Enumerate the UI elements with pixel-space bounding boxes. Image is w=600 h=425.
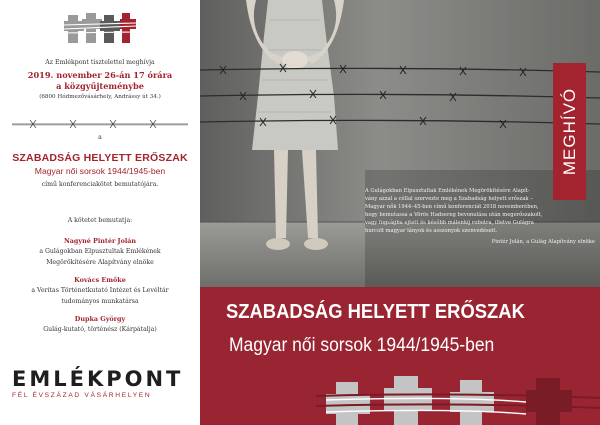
crosses-graphic-icon — [316, 372, 600, 425]
event-address: (6800 Hódmezővásárhely, Andrássy út 34.) — [39, 94, 161, 100]
emlekpont-logo — [12, 367, 194, 391]
invite-line: Az Emlékpont tisztelettel meghívja — [45, 59, 155, 66]
left-column — [0, 0, 200, 425]
book-subtitle: Magyar női sorsok 1944/1945-ben — [34, 166, 166, 176]
quote-line: vagy fogságba ejtett és később málenkij robotra, illetve Gulágra — [365, 219, 534, 226]
event-venue: a közgyűjteménybe — [56, 81, 144, 91]
meghivo-label: MEGHÍVÓ — [560, 87, 579, 176]
quote-line: A Gulágokban Elpusztultak Emlékének Megörökítésére Alapít- — [365, 188, 530, 194]
presenters-intro: A kötetet bemutatja: — [67, 217, 133, 224]
quote-signature: Pintér Jolán, a Gulág Alapítvány elnöke — [491, 239, 595, 246]
connector-text: a — [98, 134, 102, 141]
logo-tagline: FÉL ÉVSZÁZAD VÁSÁRHELYEN — [12, 392, 152, 399]
meghivo-tab — [553, 63, 586, 200]
presenter-role: a Veritas Történetkutató Intézet és Levéltár — [31, 287, 169, 294]
crosses-logo-icon — [64, 11, 136, 45]
presenter-name: Dupka György — [74, 315, 126, 323]
quote-line: vány azzal a céllal szervezte meg a Szabadság helyett erőszak – — [365, 195, 533, 202]
quote-line: hogy bemutassa a Vörös Hadsereg bevonulása után megerőszakolt, — [365, 211, 543, 218]
quote-line: Magyar nők 1944–45-ben című konferenciát 2018 novemberében, — [365, 203, 539, 210]
presenter-role: a Gulágokban Elpusztultak Emlékének — [39, 248, 161, 255]
logo-name: EMLÉKPONT — [12, 367, 184, 391]
book-caption: című konferenciakötet bemutatójára. — [41, 181, 159, 188]
book-title: SZABADSÁG HELYETT ERŐSZAK — [12, 152, 188, 164]
presenter-role: Megörökítésére Alapítvány elnöke — [46, 259, 154, 266]
presenter-name: Nagyné Pintér Jolán — [63, 237, 137, 245]
event-datetime: 2019. november 26-án 17 órára — [27, 70, 173, 80]
barbed-wire-divider-icon — [12, 118, 188, 130]
quote-line: hurcolt magyar lányok és asszonyok szenvedéseit. — [365, 227, 498, 234]
foundation-quote — [365, 188, 595, 247]
banner-subtitle: Magyar női sorsok 1944/1945-ben — [229, 335, 495, 356]
presenter-name: Kovács Emőke — [74, 276, 126, 284]
presenter-role: tudományos munkatársa — [61, 298, 139, 305]
banner-title: SZABADSÁG HELYETT ERŐSZAK — [226, 301, 525, 323]
presenter-role: Gulág-kutató, történész (Kárpátalja) — [43, 326, 157, 333]
